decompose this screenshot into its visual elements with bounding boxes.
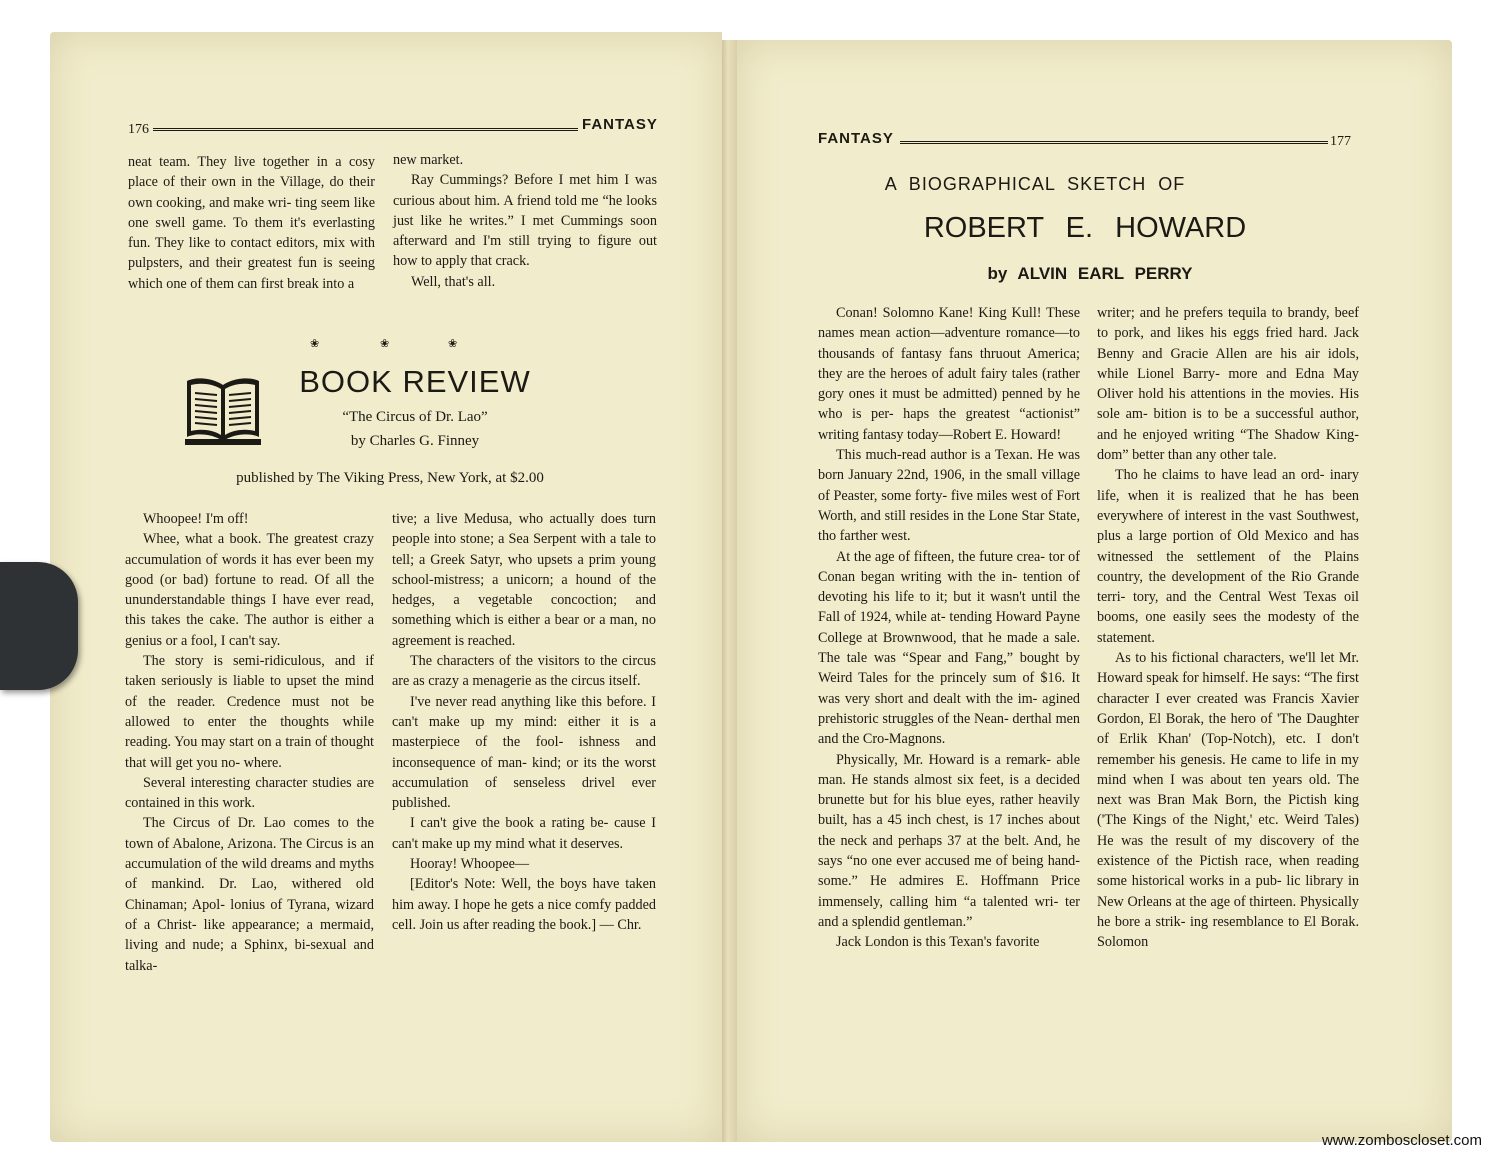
review-book-title: “The Circus of Dr. Lao” <box>342 409 488 425</box>
book-gutter <box>722 40 737 1142</box>
paragraph: new market. <box>393 152 464 168</box>
review-column-2 <box>392 509 656 935</box>
watermark: www.zomboscloset.com <box>1321 1132 1482 1149</box>
right-running-head: FANTASY <box>818 130 894 147</box>
paragraph: This much-read author is a Texan. He was born January 22nd, 1906, in the small village of Peaster, some forty- five miles west of Fort Worth, and still resides in the Lone Star State, tho farther west. <box>818 447 1080 545</box>
paragraph: I've never read anything like this before. I can't make up my mind: either it is a masterpiece of the fool- ishness and inconsequence of man- kind; or its the worst accumulation of senseless drivel ever published. <box>392 693 656 812</box>
left-header-rule <box>153 128 578 134</box>
paragraph: The story is semi-ridiculous, and if taken seriously is liable to upset the mind of the reader. Credence must not be allowed to enter the thoughts while reading. You may start on a train of thought that will get you no- where. <box>125 653 374 771</box>
paragraph: tive; a live Medusa, who actually does turn people into stone; a Sea Serpent with a tale to tell; a Greek Satyr, who upsets a prim young school-mistress; a unicorn; a hound of the hedges, a vegetable concoction; and something which is either a bear or a man, no agreement is reached. <box>392 511 656 649</box>
paragraph: Several interesting character studies are contained in this work. <box>125 774 374 812</box>
paragraph: writer; and he prefers tequila to brandy, beef to pork, and likes his eggs fried hard. Jack Benny and Gracie Allen are his air idols, while Lionel Barry- more and Edna May Oliver hold his attentions in the movies. His sole am- bition is to be a successful author, and he enjoyed writing “The Shadow King- dom” better than any other tale. <box>1097 305 1359 464</box>
review-column-1 <box>125 509 374 976</box>
paragraph: The characters of the visitors to the circus are as crazy a menagerie as the circus itself. <box>392 653 656 690</box>
right-page-number: 177 <box>1330 134 1351 149</box>
right-header-rule <box>900 141 1328 147</box>
review-publisher: published by The Viking Press, New York, at $2.00 <box>236 470 544 486</box>
paragraph: Whee, what a book. The greatest crazy accumulation of words it has ever been my good (or bad) fortune to read. Of all the ununderstandable things I have ever read, this takes the cake. The author is either a genius or a fool, I can't say. <box>125 531 374 649</box>
paragraph: I can't give the book a rating be- cause I can't make up my mind what it deserves. <box>392 815 656 852</box>
ornament-icon: ❀ <box>380 338 390 350</box>
paragraph: Physically, Mr. Howard is a remark- able man. He stands almost six feet, is a decided brunette but for his blue eyes, rather heavily built, has a 45 inch chest, is 17 inches about the neck and perhaps 37 at the belt. And, he says “no one ever accused me of being hand- some.” He admires E. Hoffmann Price immensely, calling him “a talented wri- ter and a splendid gentleman.” <box>818 751 1080 930</box>
paragraph: Jack London is this Texan's favorite <box>836 934 1040 951</box>
article-title: ROBERT E. HOWARD <box>923 212 1247 244</box>
article-byline: by ALVIN EARL PERRY <box>987 264 1193 283</box>
paragraph: The Circus of Dr. Lao comes to the town of Abalone, Arizona. The Circus is an accumulation of the wild dreams and myths of mankind. Dr. Lao, withered old Chinaman; Apol- lonius of Tyrana, wizard of a Christ- like appearance; a mermaid, living and nude; a Sphinx, bi-sexual and talka- <box>125 815 374 974</box>
left-continued-column-2 <box>393 150 657 292</box>
article-kicker: A BIOGRAPHICAL SKETCH OF <box>884 174 1186 194</box>
review-book-author: by Charles G. Finney <box>350 433 480 449</box>
paragraph: Conan! Solomno Kane! King Kull! These names mean action—adventure romance—to thousands of fantasy fans thruout America; they are the heroes of adult fairy tales (rather gory ones it must be admitted) penned by he who is per- haps the greatest “actionist” writing fantasy today—Robert E. Howard! <box>818 305 1080 443</box>
paragraph: Well, that's all. <box>411 273 496 290</box>
binder-clip <box>0 562 78 690</box>
paragraph: [Editor's Note: Well, the boys have taken him away. I hope he gets a nice comfy padded cell. Join us after reading the book.] — Chr. <box>392 876 656 933</box>
left-continued-column-1 <box>128 152 375 294</box>
paragraph: neat team. They live together in a cosy place of their own in the Village, do their own cooking, and make wri- ting seem like one swell game. To them it's everlasting fun. They like to contact editors, mix with pulpsters, and their greatest fun is seeing which one of them can first break into a <box>128 154 375 292</box>
paragraph: Hooray! Whoopee— <box>410 856 530 873</box>
review-heading: BOOK REVIEW <box>299 364 531 399</box>
paragraph: Whoopee! I'm off! <box>143 511 249 527</box>
left-running-head: FANTASY <box>582 116 658 133</box>
paragraph: As to his fictional characters, we'll let Mr. Howard speak for himself. He says: “The first character I ever created was Francis Xavier Gordon, El Borak, the hero of 'The Daughter of Erlik Khan' (Top-Notch), etc. I don't remember his genesis. He came to life in my mind when I was about ten years old. The next was Bran Mak Born, the Pictish king ('The Kings of the Night,' etc. Weird Tales) He was the result of my discovery of the existence of the Pictish race, when reading some historical works in a pub- lic library in New Orleans at the age of thirteen. Physically he bore a strik- ing resemblance to El Borak. Solomon <box>1097 650 1359 951</box>
left-page-number: 176 <box>128 122 149 137</box>
article-column-1 <box>818 303 1080 953</box>
paragraph: Tho he claims to have lead an ord- inary life, when it is realized that he has been everywhere of interest in the vast Southwest, plus a large portion of Old Mexico and has witnessed the settlement of the Plains country, the development of the Rio Grande terri- tory, and the Central West Texas oil booms, one easily sees the modesty of the statement. <box>1097 467 1359 646</box>
paragraph: At the age of fifteen, the future crea- tor of Conan began writing with the in- tention of devoting his life to it; but it wasn't until the Fall of 1924, while at- tending Howard Payne College at Brownwood, that he made a sale. The tale was “Spear and Fang,” bought by Weird Tales for the princely sum of $16. It was very short and dealt with the im- agined prehistoric struggles of the Nean- derthal men and the Cro-Magnons. <box>818 548 1080 748</box>
ornament-icon: ❀ <box>448 338 458 350</box>
article-column-2 <box>1097 303 1359 953</box>
paragraph: Ray Cummings? Before I met him I was curious about him. A friend told me “he looks just like he writes.” I met Cummings soon afterward and I'm still trying to figure out how to apply that crack. <box>393 172 657 270</box>
open-book-icon <box>183 371 263 451</box>
ornament-icon: ❀ <box>310 338 320 350</box>
